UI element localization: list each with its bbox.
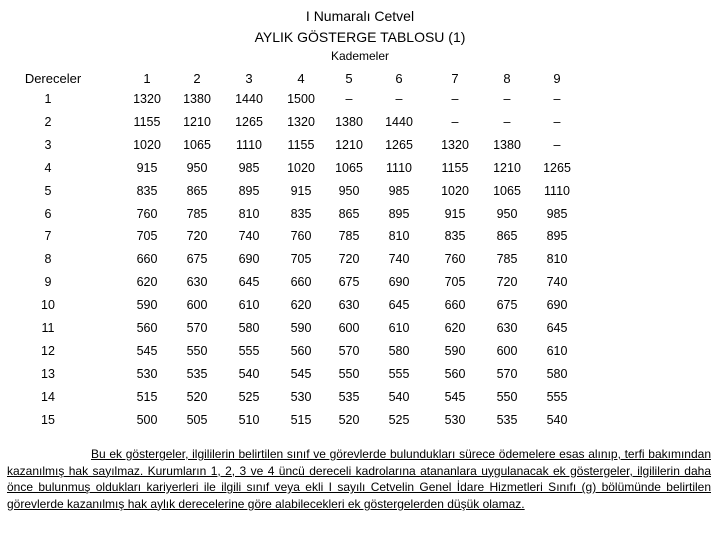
table-row [0, 367, 720, 387]
table-cell: 550 [496, 389, 518, 404]
table-cell: 1320 [287, 114, 315, 129]
table-cell: 645 [546, 321, 568, 335]
table-cell: 1110 [236, 137, 262, 152]
table-cell: 525 [388, 412, 410, 427]
kademe-header-6: 6 [395, 71, 403, 86]
table-cell: 550 [186, 343, 208, 358]
table-cell: 1265 [235, 114, 263, 129]
table-cell: 1440 [385, 114, 413, 129]
table-row [0, 138, 720, 158]
derece-label: 8 [44, 252, 52, 267]
table-cell: 530 [136, 366, 158, 381]
table-cell: 1020 [441, 183, 469, 198]
table-cell: 985 [388, 183, 410, 198]
table-cell: 545 [290, 366, 312, 381]
table-cell: 620 [136, 275, 158, 290]
table-cell: 760 [444, 252, 466, 267]
kademe-header-1: 1 [143, 71, 151, 86]
derece-label: 11 [41, 321, 55, 335]
table-cell: 705 [136, 229, 158, 244]
table-cell: 865 [338, 206, 360, 221]
table-cell: 985 [546, 206, 568, 221]
table-cell: – [451, 114, 459, 129]
table-cell: 560 [444, 366, 466, 381]
derece-label: 10 [41, 298, 55, 313]
table-cell: 915 [444, 206, 466, 221]
table-cell: 690 [238, 252, 260, 267]
table-row [0, 252, 720, 272]
table-cell: – [395, 92, 403, 106]
table-cell: 600 [186, 298, 208, 313]
table-cell: 895 [546, 229, 568, 244]
table-row [0, 321, 720, 341]
table-cell: 1500 [287, 92, 315, 106]
table-cell: 705 [290, 252, 312, 267]
table-cell: 915 [136, 160, 158, 175]
table-cell: 520 [186, 389, 208, 404]
table-cell: 500 [136, 412, 158, 427]
table-cell: 590 [290, 321, 312, 335]
table-cell: – [503, 92, 511, 106]
kademe-header-9: 9 [553, 71, 561, 86]
derece-label: 7 [44, 229, 52, 244]
kademe-header-4: 4 [297, 71, 305, 86]
table-row [0, 115, 720, 135]
table-cell: 1065 [183, 137, 211, 152]
table-cell: – [553, 114, 561, 129]
table-cell: 950 [496, 206, 518, 221]
table-cell: 660 [290, 275, 312, 290]
table-cell: 580 [546, 366, 568, 381]
table-row [0, 413, 720, 433]
table-cell: 810 [546, 252, 568, 267]
table-row [0, 390, 720, 410]
table-row [0, 184, 720, 204]
footnote: Bu ek göstergeler, ilgililerin belirtilen sınıf ve görevlerde bulundukları sürece ödemelere esas alınıp, terfi bakımından kazanılmış hak sayılmaz. Kurumların 1, 2, 3 ve 4 üncü dereceli kadrolarına atananlara uygulanacak ek göstergeler, ilgililerin daha önce bulunmuş oldukları kariyerleri ile ilgili sınıf veya ekli I sayılı Cetvelin Genel İdare Hizmetleri Sınıfı (g) bölümünde belirtilen görevlerde kazanılmış hak aylık derecelerine göre alabilecekleri ek göstergelerden düşük olamaz. [7, 447, 711, 511]
table-cell: 950 [186, 160, 208, 175]
table-cell: 505 [186, 412, 208, 427]
table-cell: 1065 [335, 160, 363, 175]
table-cell: 1155 [441, 160, 469, 175]
table-cell: 1440 [235, 92, 263, 106]
table-cell: 675 [186, 252, 208, 267]
table-cell: 590 [444, 343, 466, 358]
table-row [0, 344, 720, 364]
table-cell: 535 [186, 366, 208, 381]
table-cell: 660 [136, 252, 158, 267]
title-line-2: AYLIK GÖSTERGE TABLOSU (1) [254, 29, 466, 45]
table-cell: – [451, 92, 459, 106]
table-cell: 540 [238, 366, 260, 381]
table-cell: 590 [136, 298, 158, 313]
table-cell: 1065 [493, 183, 521, 198]
table-cell: 610 [388, 321, 410, 335]
table-cell: 580 [238, 321, 260, 335]
table-cell: 1320 [441, 137, 469, 152]
table-cell: 1320 [133, 92, 161, 106]
table-cell: 1380 [183, 92, 211, 106]
derece-label: 4 [44, 160, 52, 175]
table-cell: 785 [338, 229, 360, 244]
kademe-header-3: 3 [245, 71, 253, 86]
table-cell: 600 [338, 321, 360, 335]
table-cell: 915 [290, 183, 312, 198]
table-cell: – [553, 92, 561, 106]
kademe-header-7: 7 [451, 71, 459, 86]
table-cell: 540 [546, 412, 568, 427]
table-cell: 1110 [386, 160, 412, 175]
table-cell: 835 [444, 229, 466, 244]
table-cell: 835 [290, 206, 312, 221]
table-cell: 985 [238, 160, 260, 175]
table-row [0, 207, 720, 227]
table-cell: 525 [238, 389, 260, 404]
table-cell: 555 [388, 366, 410, 381]
table-cell: 630 [338, 298, 360, 313]
title-line-1: I Numaralı Cetvel [305, 8, 415, 24]
derece-label: 2 [44, 114, 52, 129]
table-cell: 690 [388, 275, 410, 290]
table-cell: 740 [546, 275, 568, 290]
table-cell: 580 [388, 343, 410, 358]
table-cell: 570 [496, 366, 518, 381]
table-row [0, 161, 720, 181]
table-cell: 620 [444, 321, 466, 335]
table-cell: 1210 [335, 137, 363, 152]
derece-label: 5 [44, 183, 52, 198]
table-cell: 1380 [493, 137, 521, 152]
table-cell: 620 [290, 298, 312, 313]
table-cell: 1265 [385, 137, 413, 152]
derece-label: 12 [41, 343, 55, 358]
table-cell: – [503, 114, 511, 129]
table-cell: 675 [496, 298, 518, 313]
table-cell: 810 [388, 229, 410, 244]
table-row [0, 298, 720, 318]
table-cell: 1020 [287, 160, 315, 175]
table-row [0, 229, 720, 249]
table-cell: 535 [338, 389, 360, 404]
table-cell: 1155 [133, 114, 161, 129]
kademe-header-2: 2 [193, 71, 201, 86]
table-cell: 1110 [544, 183, 570, 198]
table-cell: 675 [338, 275, 360, 290]
table-row [0, 275, 720, 295]
table-cell: 720 [338, 252, 360, 267]
table-cell: 535 [496, 412, 518, 427]
table-cell: 810 [238, 206, 260, 221]
table-cell: 530 [444, 412, 466, 427]
table-cell: 555 [546, 389, 568, 404]
table-cell: – [553, 137, 561, 152]
table-row [0, 92, 720, 112]
derece-label: 15 [41, 412, 55, 427]
derece-label: 1 [44, 92, 52, 106]
table-cell: 865 [496, 229, 518, 244]
table-cell: 545 [444, 389, 466, 404]
table-cell: 1210 [493, 160, 521, 175]
table-cell: 610 [546, 343, 568, 358]
table-cell: 720 [186, 229, 208, 244]
table-cell: 740 [388, 252, 410, 267]
table-cell: 630 [496, 321, 518, 335]
derece-label: 14 [41, 389, 55, 404]
derece-label: 6 [44, 206, 52, 221]
derece-label: 3 [44, 137, 52, 152]
table-cell: 1155 [287, 137, 315, 152]
table-cell: 950 [338, 183, 360, 198]
kademe-header-8: 8 [503, 71, 511, 86]
table-cell: 570 [186, 321, 208, 335]
table-cell: 610 [238, 298, 260, 313]
table-cell: 660 [444, 298, 466, 313]
kademe-header-5: 5 [345, 71, 353, 86]
table-cell: 540 [388, 389, 410, 404]
table-cell: 645 [388, 298, 410, 313]
table-cell: – [345, 92, 353, 106]
table-cell: 600 [496, 343, 518, 358]
table-cell: 835 [136, 183, 158, 198]
table-cell: 530 [290, 389, 312, 404]
table-cell: 760 [290, 229, 312, 244]
table-cell: 1210 [183, 114, 211, 129]
table-cell: 760 [136, 206, 158, 221]
table-cell: 865 [186, 183, 208, 198]
table-cell: 895 [238, 183, 260, 198]
table-cell: 520 [338, 412, 360, 427]
table-cell: 515 [136, 389, 158, 404]
table-cell: 690 [546, 298, 568, 313]
table-cell: 1265 [543, 160, 571, 175]
table-cell: 630 [186, 275, 208, 290]
derece-label: 13 [41, 366, 55, 381]
table-cell: 785 [186, 206, 208, 221]
table-cell: 1020 [133, 137, 161, 152]
table-cell: 510 [238, 412, 260, 427]
table-cell: 645 [238, 275, 260, 290]
derece-label: 9 [44, 275, 52, 290]
table-cell: 720 [496, 275, 518, 290]
kademeler-label: Kademeler [330, 49, 390, 63]
table-cell: 1380 [335, 114, 363, 129]
table-cell: 550 [338, 366, 360, 381]
table-cell: 705 [444, 275, 466, 290]
dereceler-header: Dereceler [24, 71, 82, 86]
table-cell: 560 [290, 343, 312, 358]
table-cell: 785 [496, 252, 518, 267]
table-cell: 560 [136, 321, 158, 335]
table-cell: 570 [338, 343, 360, 358]
table-header-row [0, 71, 720, 91]
table-cell: 895 [388, 206, 410, 221]
table-cell: 555 [238, 343, 260, 358]
table-cell: 515 [290, 412, 312, 427]
table-cell: 545 [136, 343, 158, 358]
table-cell: 740 [238, 229, 260, 244]
